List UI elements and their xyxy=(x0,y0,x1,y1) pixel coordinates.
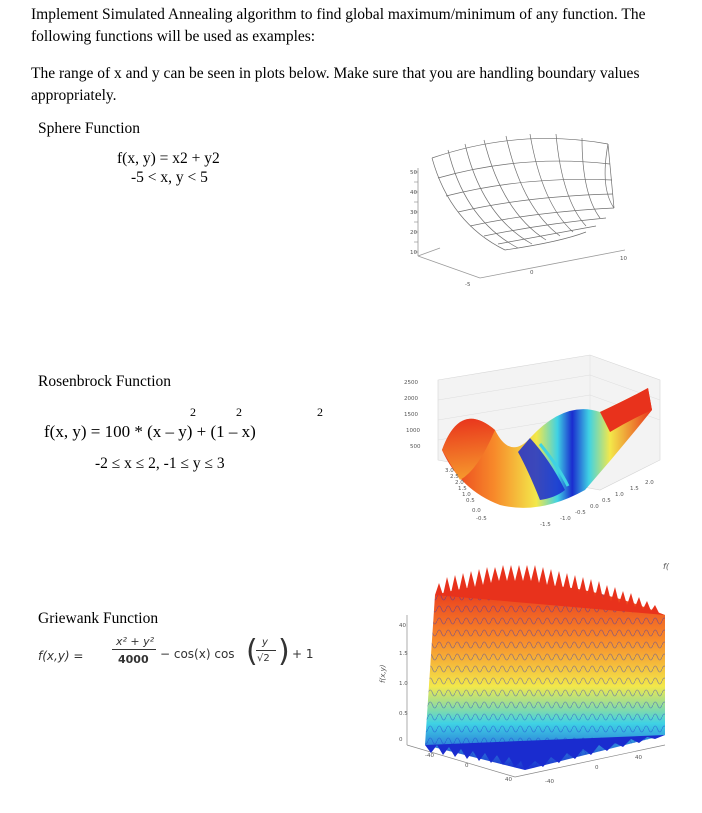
svg-text:0.5: 0.5 xyxy=(399,711,408,717)
svg-text:0.5: 0.5 xyxy=(602,498,611,504)
svg-text:40: 40 xyxy=(505,777,512,783)
svg-text:2.0: 2.0 xyxy=(455,480,464,486)
rosenbrock-z-tick: 1000 xyxy=(406,428,420,434)
svg-text:1.0: 1.0 xyxy=(615,492,624,498)
svg-text:1.5: 1.5 xyxy=(399,651,408,657)
rosenbrock-z-tick: 2000 xyxy=(404,396,418,402)
svg-text:30: 30 xyxy=(410,210,417,216)
svg-text:0.0: 0.0 xyxy=(590,504,599,510)
rosenbrock-exponent-1: 2 xyxy=(190,405,196,419)
griewank-tail: + 1 xyxy=(292,647,314,661)
svg-text:-0.5: -0.5 xyxy=(476,516,487,522)
rosenbrock-plot xyxy=(390,340,670,540)
griewank-middle: − cos(x) cos xyxy=(160,647,235,661)
griewank-title: Griewank Function xyxy=(38,610,159,627)
svg-text:3.0: 3.0 xyxy=(445,468,454,474)
rosenbrock-z-tick: 500 xyxy=(410,444,421,450)
svg-text:10: 10 xyxy=(410,250,417,256)
sphere-formula: f(x, y) = x2 + y2 xyxy=(117,150,220,167)
rosenbrock-z-tick: 2500 xyxy=(404,380,418,386)
sphere-mesh xyxy=(432,134,614,250)
svg-text:1.5: 1.5 xyxy=(630,486,639,492)
svg-text:0: 0 xyxy=(465,763,469,769)
svg-text:40: 40 xyxy=(410,190,417,196)
svg-text:-1.5: -1.5 xyxy=(540,522,551,528)
sphere-title: Sphere Function xyxy=(38,120,141,137)
svg-text:0.0: 0.0 xyxy=(472,508,481,514)
griewank-plot xyxy=(365,555,695,800)
griewank-inner-numerator: y xyxy=(262,637,268,648)
svg-text:1.0: 1.0 xyxy=(399,681,408,687)
svg-text:-40: -40 xyxy=(545,779,554,785)
sphere-plot xyxy=(410,128,640,298)
svg-text:-1.0: -1.0 xyxy=(560,516,571,522)
rosenbrock-z-tick: 1500 xyxy=(404,412,418,418)
svg-text:2.0: 2.0 xyxy=(645,480,654,486)
griewank-axis-label: f(x,y) xyxy=(379,664,387,683)
svg-text:20: 20 xyxy=(410,230,417,236)
griewank-denominator: 4000 xyxy=(118,653,149,666)
intro-line-4: appropriately. xyxy=(31,87,117,104)
svg-text:40: 40 xyxy=(635,755,642,761)
svg-text:0: 0 xyxy=(399,737,403,743)
svg-text:10: 10 xyxy=(620,256,627,262)
griewank-lhs: f(x,y) = xyxy=(38,649,84,663)
griewank-inner-denominator: √2 xyxy=(257,653,270,664)
rosenbrock-formula: f(x, y) = 100 * (x – y) + (1 – x) xyxy=(44,422,256,441)
intro-line-2: following functions will be used as examples: xyxy=(31,28,316,45)
rosenbrock-title: Rosenbrock Function xyxy=(38,373,172,390)
intro-line-1: Implement Simulated Annealing algorithm to find global maximum/minimum of any function. The xyxy=(31,6,646,23)
svg-text:0: 0 xyxy=(595,765,599,771)
svg-text:50: 50 xyxy=(410,170,417,176)
griewank-corner-label: f( xyxy=(663,562,669,571)
svg-text:-5: -5 xyxy=(465,282,471,288)
griewank-numerator: x² + y² xyxy=(116,635,155,648)
svg-text:-40: -40 xyxy=(425,753,434,759)
svg-text:2.5: 2.5 xyxy=(450,474,459,480)
svg-text:0: 0 xyxy=(530,270,534,276)
svg-text:-0.5: -0.5 xyxy=(575,510,586,516)
svg-text:1.5: 1.5 xyxy=(458,486,467,492)
svg-text:40: 40 xyxy=(399,623,406,629)
griewank-fraction-bar xyxy=(112,649,156,650)
rosenbrock-exponent-3: 2 xyxy=(317,405,323,419)
intro-line-3: The range of x and y can be seen in plots below. Make sure that you are handling boundary values xyxy=(31,65,640,82)
svg-text:1.0: 1.0 xyxy=(462,492,471,498)
svg-text:0.5: 0.5 xyxy=(466,498,475,504)
rosenbrock-exponent-2: 2 xyxy=(236,405,242,419)
sphere-range: -5 < x, y < 5 xyxy=(131,169,208,186)
rosenbrock-range: -2 ≤ x ≤ 2, -1 ≤ y ≤ 3 xyxy=(95,455,225,472)
